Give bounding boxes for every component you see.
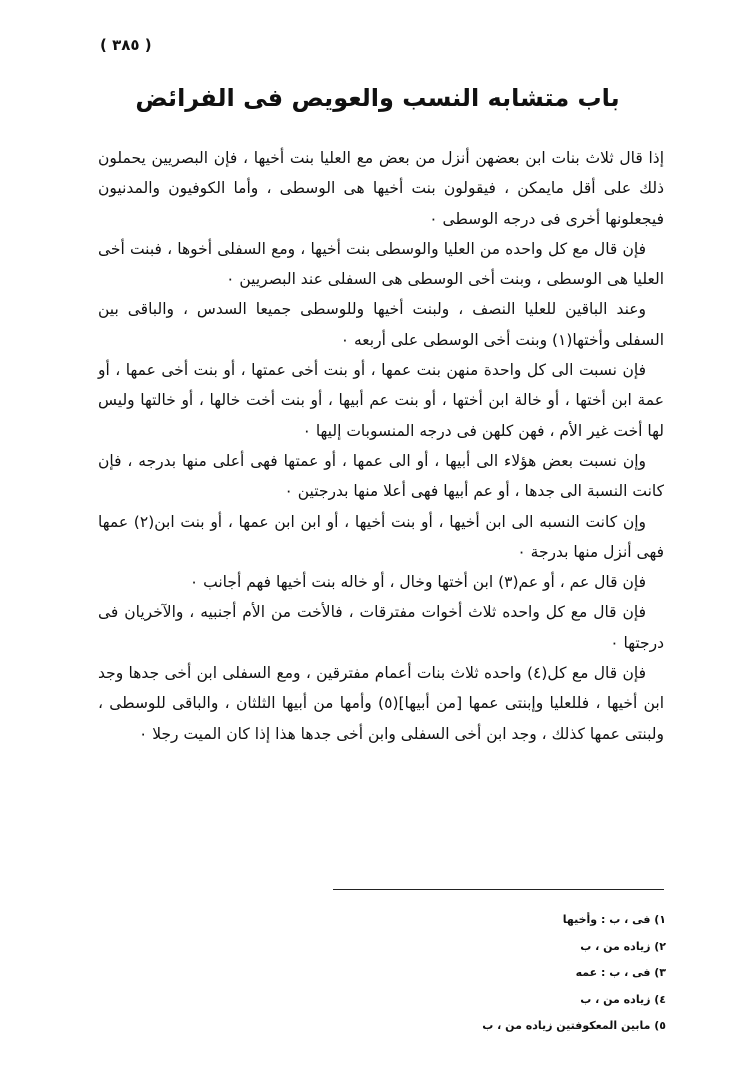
paragraph-6: وإن كانت النسبه الى ابن أخيها ، أو بنت أخيها ، أو ابن ابن عمها ، أو بنت ابن(٢) عمها فهى أنزل منها بدرجة ٠ (98, 512, 664, 561)
paragraph-1: إذا قال ثلاث بنات ابن بعضهن أنزل من بعض مع العليا بنت أخيها ، فإن البصريين يحملون ذلك على أقل مايمكن ، فيقولون بنت أخيها هى الوسطى ، وأما الكوفيون والمدنيون فيجعلونها أخرى فى درجه الوسطى ٠ (98, 149, 664, 228)
chapter-title: باب متشابه النسب والعويص فى الفرائض (135, 84, 620, 112)
footnotes (300, 907, 666, 1040)
main-text (98, 143, 664, 749)
paragraph-9: فإن قال مع كل(٤) واحده ثلاث بنات أعمام مفترقين ، ومع السفلى ابن أخى جدها وجد ابن أخيها ، فللعليا وإبنتى عمها [من أبيها](٥) وأمها من أبيها الثلثان ، والباقى للوسطى ، ولبنتى عمها كذلك ، وجد ابن أخى السفلى وابن أخى جدها هذا إذا كان الميت رجلا ٠ (98, 664, 665, 743)
paragraph-8: فإن قال مع كل واحده ثلاث أخوات مفترقات ، فالأخت من الأم أجنبيه ، والآخريان فى درجتها ٠ (98, 603, 664, 652)
paragraph-7: فإن قال عم ، أو عم(٣) ابن أختها وخال ، أو خاله بنت أخيها فهم أجانب ٠ (189, 573, 646, 592)
paragraph-2: فإن قال مع كل واحده من العليا والوسطى بنت أخيها ، ومع السفلى أخوها ، فبنت أخى العليا هى الوسطى ، وبنت أخى الوسطى هى السفلى عند البصريين ٠ (98, 239, 664, 289)
paragraph-3: وعند الباقين للعليا النصف ، ولبنت أخيها وللوسطى جميعا السدس ، والباقى بين السفلى وأختها(١) وبنت أخى الوسطى على أربعه ٠ (98, 300, 664, 349)
footnote-3: ٣) فى ، ب : عمه (575, 966, 666, 979)
paragraph-4: فإن نسبت الى كل واحدة منهن بنت عمها ، أو بنت أخى عمتها ، أو بنت أخى عمها ، أو عمة ابن أختها ، أو خالة ابن أختها ، أو بنت عم أبيها ، أو بنت أخت خالها ، أو خالتها وليس لها أخت غير الأم ، فهن كلهن فى درجه المنسوبات إليها ٠ (98, 361, 664, 440)
footnote-1: ١) فى ، ب : وأخيها (562, 913, 666, 926)
footnote-2: ٢) زياده من ، ب (580, 939, 666, 953)
footnote-4: ٤) زياده من ، ب (580, 992, 666, 1006)
footnote-divider (333, 889, 664, 890)
paragraph-5: وإن نسبت بعض هؤلاء الى أبيها ، أو الى عمها ، أو عمتها فهى أعلى منها بدرجه ، فإن كانت النسبة الى جدها ، أو عم أبيها فهى أعلا منها بدرجتين ٠ (98, 451, 664, 501)
page-number: ( ٣٨٥ ) (100, 36, 152, 54)
footnote-5: ٥) مابين المعكوفتين زياده من ، ب (482, 1019, 666, 1032)
